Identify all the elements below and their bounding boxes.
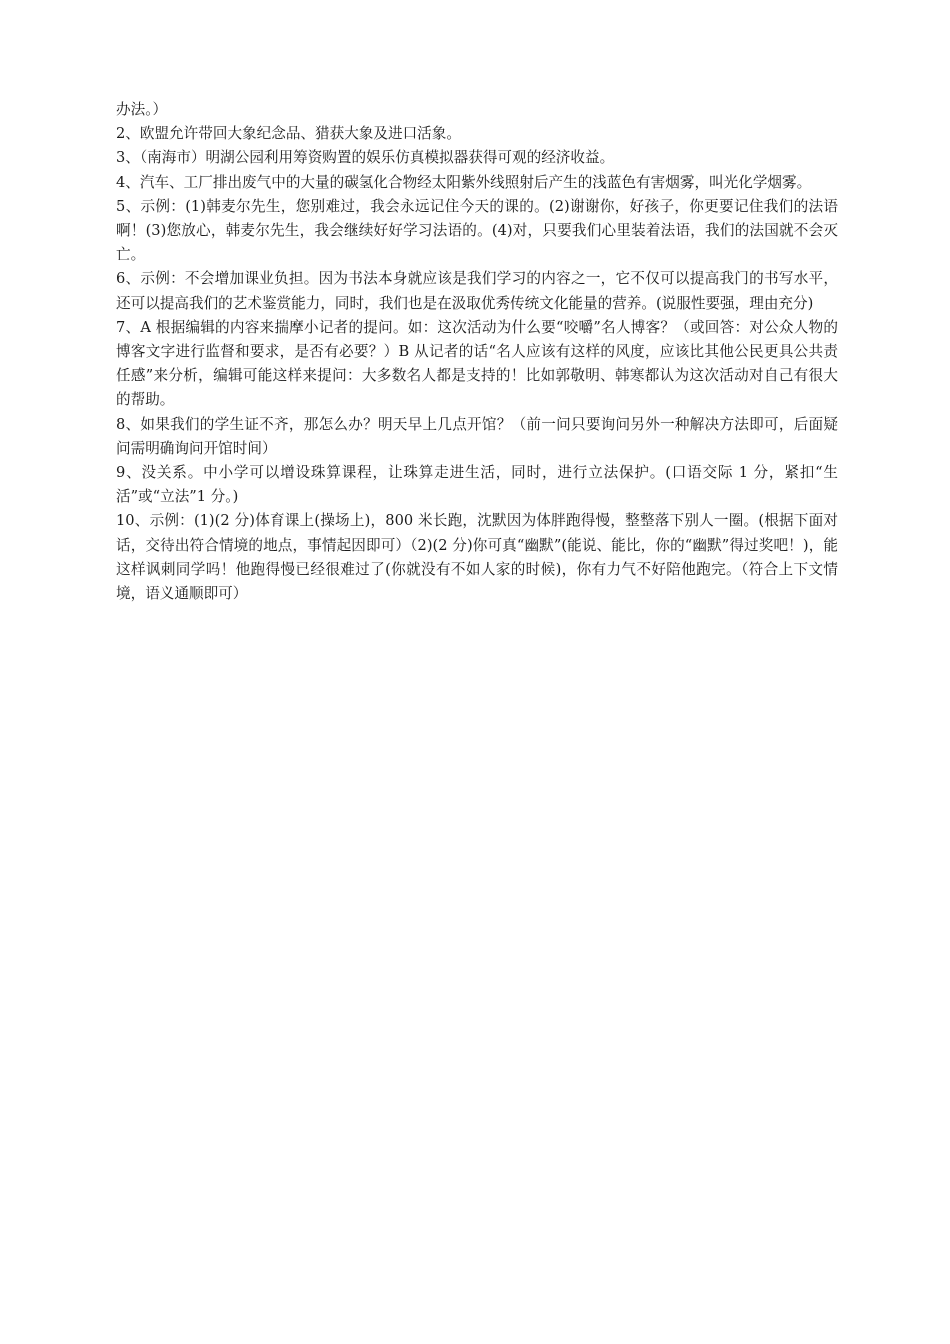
- answer-5: 5、示例：(1)韩麦尔先生，您别难过，我会永远记住今天的课的。(2)谢谢你，好孩子，你更要记住我们的法语啊！(3)您放心，韩麦尔先生，我会继续好好学习法语的。(4)对，只要我们心里装着法语，我们的法国就不会灭亡。: [116, 197, 838, 264]
- answer-8: 8、如果我们的学生证不齐，那怎么办？明天早上几点开馆？（前一问只要询问另外一种解决方法即可，后面疑问需明确询问开馆时间）: [116, 415, 838, 457]
- answer-3: 3、（南海市）明湖公园利用筹资购置的娱乐仿真模拟器获得可观的经济收益。: [116, 149, 615, 167]
- answer-9: 9、没关系。中小学可以增设珠算课程，让珠算走进生活，同时，进行立法保护。(口语交际 1 分，紧扣“生活”或“立法”1 分。): [116, 464, 838, 506]
- answer-10: 10、示例：(1)(2 分)体育课上(操场上)，800 米长跑，沈默因为体胖跑得慢，整整落下别人一圈。(根据下面对话，交待出符合情境的地点，事情起因即可）（2)(2 分)你可真“幽默”(能说、能比，你的“幽默”得过奖吧！)，能这样讽刺同学吗！他跑得慢已经很难过了(你就没有不如人家的时候)，你有力气不好陪他跑完。（符合上下文情境，语义通顺即可）: [116, 512, 838, 603]
- answer-6: 6、示例：不会增加课业负担。因为书法本身就应该是我们学习的内容之一，它不仅可以提高我门的书写水平，还可以提高我们的艺术鉴赏能力，同时，我们也是在汲取优秀传统文化能量的营养。(说服性要强，理由充分): [116, 270, 838, 312]
- answer-7: 7、A 根据编辑的内容来揣摩小记者的提问。如：这次活动为什么要“咬嚼”名人博客？（或回答：对公众人物的博客文字进行监督和要求，是否有必要？）B 从记者的话“名人应该有这样的风度，应该比其他公民更具公共责任感”来分析，编辑可能这样来提问：大多数名人都是支持的！比如郭敬明、韩寒都认为这次活动对自己有很大的帮助。: [116, 318, 838, 409]
- answer-2: 2、欧盟允许带回大象纪念品、猎获大象及进口活象。: [116, 125, 461, 143]
- answer-document: [116, 98, 838, 606]
- answer-4: 4、汽车、工厂排出废气中的大量的碳氢化合物经太阳紫外线照射后产生的浅蓝色有害烟雾，叫光化学烟雾。: [116, 173, 812, 191]
- paragraph-continuation: 办法。）: [116, 101, 168, 118]
